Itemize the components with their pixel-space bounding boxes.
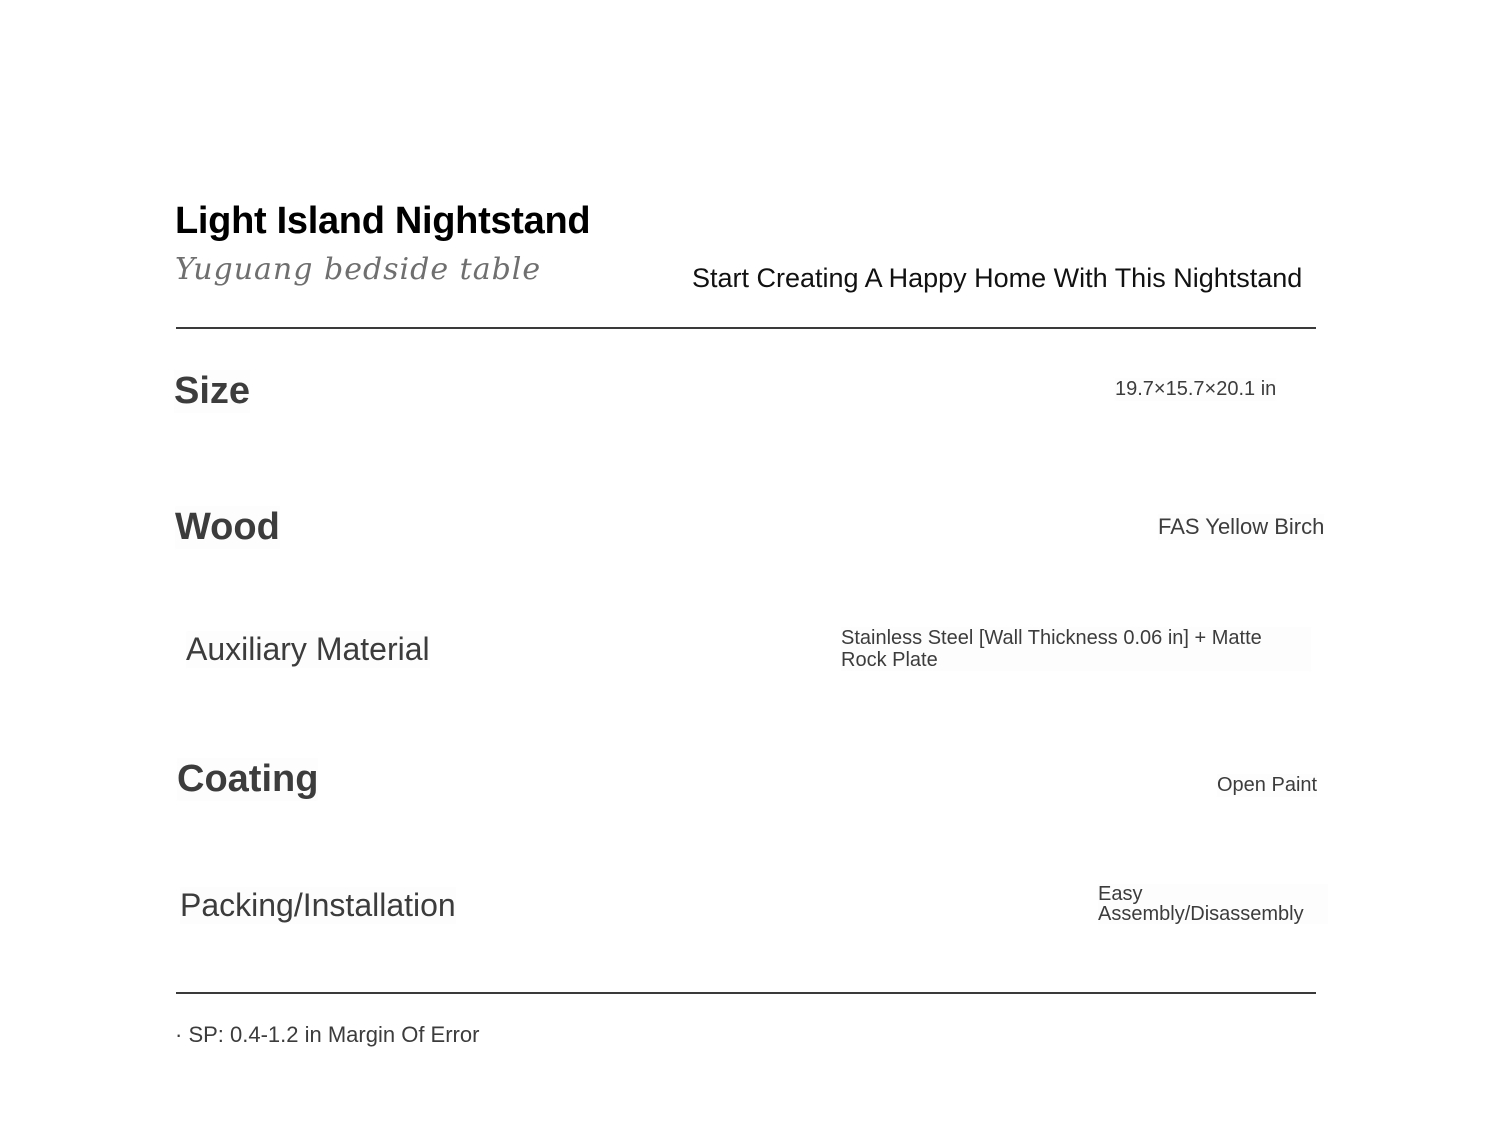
spec-label-auxiliary-material: Auxiliary Material [186, 631, 430, 667]
script-subtitle: Yuguang bedside table [175, 252, 542, 287]
bottom-divider [176, 992, 1316, 994]
spec-label-size: Size [174, 370, 251, 412]
spec-value-size: 19.7×15.7×20.1 in [1115, 378, 1277, 400]
tagline: Start Creating A Happy Home With This Nightstand [692, 263, 1303, 293]
spec-value-packing-installation: Easy Assembly/Disassembly [1098, 884, 1328, 924]
spec-label-wood: Wood [175, 506, 280, 548]
spec-value-wood: FAS Yellow Birch [1158, 514, 1325, 539]
spec-label-coating: Coating [177, 758, 319, 800]
footnote: · SP: 0.4-1.2 in Margin Of Error [175, 1022, 480, 1047]
top-divider [176, 327, 1316, 329]
spec-value-coating: Open Paint [1217, 774, 1318, 796]
spec-label-packing-installation: Packing/Installation [180, 887, 456, 923]
spec-value-auxiliary-material: Stainless Steel [Wall Thickness 0.06 in] + Matte Rock Plate [841, 627, 1311, 671]
product-title: Light Island Nightstand [175, 200, 591, 242]
